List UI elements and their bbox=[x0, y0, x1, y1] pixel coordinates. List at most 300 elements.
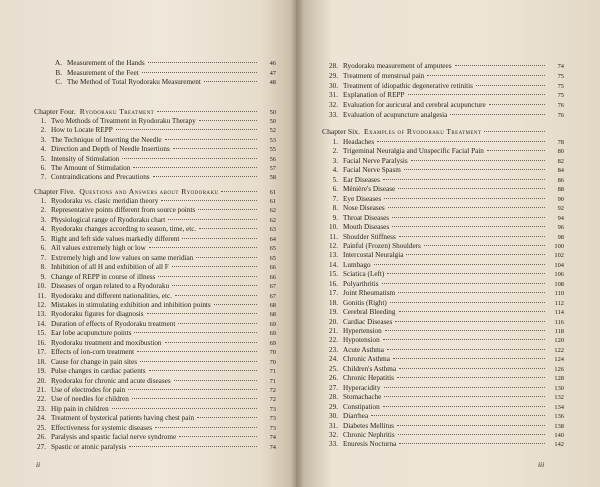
entry-title: Direction and Depth of Needle Insertions bbox=[51, 145, 170, 154]
entry-title: Use of electrodes for pain bbox=[51, 386, 126, 394]
entry-number: 13. bbox=[329, 251, 338, 260]
chapter-title: Ryodoraku Treatment bbox=[79, 107, 155, 116]
entry-title: Joint Rheumatism bbox=[343, 289, 396, 298]
entry-page: 80 bbox=[557, 148, 564, 156]
entry-number: 4. bbox=[40, 225, 46, 234]
entry-number: 17. bbox=[329, 289, 338, 298]
toc-entry bbox=[34, 216, 276, 225]
entry-number: 14. bbox=[37, 319, 46, 328]
entry-number: 6. bbox=[40, 164, 46, 172]
entry-page: 92 bbox=[557, 205, 564, 213]
toc-entry bbox=[326, 138, 564, 147]
entry-page: 64 bbox=[269, 235, 276, 243]
entry-title: Ear lobe acupuncture points bbox=[51, 329, 132, 338]
entry-title: Stomachache bbox=[343, 393, 382, 402]
entry-title: Right and left side values markedly different bbox=[51, 234, 180, 243]
entry-page: 116 bbox=[554, 318, 564, 326]
entry-page: 114 bbox=[554, 309, 564, 317]
entry-title: Throat Diseases bbox=[343, 213, 390, 222]
chapter-heading bbox=[34, 107, 276, 117]
toc-entry bbox=[326, 403, 564, 412]
entry-number: 3. bbox=[40, 215, 46, 224]
entry-title: Mistakes in stimulating exhibition and inhibition points bbox=[51, 300, 211, 309]
entry-page: 128 bbox=[554, 375, 564, 383]
toc-entry bbox=[326, 166, 564, 175]
entry-page: 65 bbox=[269, 254, 276, 262]
toc-entry bbox=[326, 270, 564, 279]
entry-number: 2. bbox=[40, 206, 46, 215]
dot-leader bbox=[390, 302, 545, 303]
entry-page: 120 bbox=[554, 337, 564, 345]
entry-number: 13. bbox=[37, 310, 46, 319]
entry-title: Treatment of menstrual pain bbox=[343, 71, 425, 80]
toc-entry bbox=[326, 233, 564, 242]
chapter-heading bbox=[34, 187, 276, 197]
entry-number: 31. bbox=[329, 421, 338, 430]
entry-page: 112 bbox=[554, 299, 564, 307]
entry-page: 142 bbox=[554, 441, 564, 449]
entry-title: Enuresis Nocturna bbox=[343, 440, 397, 449]
dot-leader bbox=[147, 313, 257, 314]
toc-entry bbox=[326, 431, 564, 440]
entry-page: 110 bbox=[554, 290, 564, 298]
entry-page: 62 bbox=[269, 207, 276, 215]
entry-page: 136 bbox=[554, 413, 564, 421]
dot-leader bbox=[398, 188, 545, 189]
entry-title: Change of REPP in course of illness bbox=[51, 272, 156, 281]
entry-title: Representative points different from source points bbox=[51, 206, 196, 215]
entry-page: 90 bbox=[557, 195, 564, 203]
dot-leader bbox=[128, 389, 257, 390]
entry-title: Trigeminal Neuralgia and Unspecific Facial Pain bbox=[343, 147, 484, 156]
entry-title: Chronic Asthma bbox=[343, 355, 390, 364]
toc-entry bbox=[326, 111, 564, 120]
entry-number: 21. bbox=[329, 327, 338, 335]
dot-leader bbox=[174, 380, 257, 381]
entry-page: 66 bbox=[269, 264, 276, 272]
entry-title: Eye Diseases bbox=[343, 194, 382, 203]
entry-title: Evaluation of acupuncture analgesia bbox=[343, 111, 448, 119]
dot-leader bbox=[382, 283, 545, 284]
dot-leader bbox=[395, 321, 545, 322]
entry-page: 100 bbox=[554, 242, 564, 250]
entry-title: How to Locate REPP bbox=[51, 126, 113, 135]
dot-leader bbox=[387, 349, 545, 350]
entry-title: The Amount of Stimulation bbox=[51, 164, 131, 172]
chapter-page: 50 bbox=[269, 109, 276, 116]
entry-number: 23. bbox=[329, 345, 338, 354]
entry-page: 69 bbox=[269, 320, 276, 328]
entry-number: 25. bbox=[37, 423, 46, 432]
entry-title: Hypotension bbox=[343, 336, 380, 345]
entry-title: Ryodoraku changes according to season, time, etc. bbox=[51, 225, 197, 234]
dot-leader bbox=[427, 75, 545, 76]
entry-page: 118 bbox=[554, 328, 564, 335]
entry-title: Use of needles for children bbox=[51, 395, 129, 404]
entry-number: 11. bbox=[329, 232, 338, 241]
toc-entry bbox=[34, 301, 276, 310]
entry-title: Contraindications and Precautions bbox=[51, 173, 150, 182]
entry-page: 84 bbox=[557, 167, 564, 175]
entry-number: 21. bbox=[37, 386, 46, 394]
dot-leader bbox=[161, 200, 257, 201]
toc-entry bbox=[326, 147, 564, 156]
dot-leader bbox=[134, 332, 257, 333]
dot-leader bbox=[165, 139, 257, 140]
dot-leader bbox=[197, 417, 257, 418]
toc-entry bbox=[34, 339, 276, 348]
dot-leader bbox=[196, 257, 257, 258]
entry-title: Inhibition of all H and exhibition of all F bbox=[51, 263, 169, 272]
entry-number: 12. bbox=[329, 241, 338, 250]
entry-number: 19. bbox=[329, 308, 338, 317]
entry-page: 78 bbox=[557, 139, 564, 146]
toc-entry bbox=[34, 273, 276, 282]
entry-page: 53 bbox=[269, 136, 276, 144]
entry-page: 69 bbox=[269, 339, 276, 347]
entry-page: 73 bbox=[269, 424, 276, 432]
entry-number: 20. bbox=[329, 317, 338, 326]
toc-entry bbox=[34, 424, 276, 433]
dot-leader bbox=[122, 158, 257, 159]
dot-leader bbox=[158, 276, 257, 277]
entry-title: Ear Diseases bbox=[343, 175, 380, 184]
entry-title: Physiological range of Ryodoraku chart bbox=[51, 215, 166, 224]
dot-leader bbox=[199, 228, 257, 229]
dot-leader bbox=[424, 245, 545, 246]
dot-leader bbox=[406, 254, 545, 255]
entry-title: Chronic Hepatitis bbox=[343, 374, 394, 383]
chapter-title: Questions and Answers about Ryodoraku bbox=[79, 187, 219, 196]
entry-number: 19. bbox=[37, 367, 46, 376]
entry-title: Measurement of the Feet bbox=[67, 68, 139, 77]
entry-title: Hyperacidity bbox=[343, 383, 381, 392]
toc-entry bbox=[326, 204, 564, 213]
dot-leader bbox=[411, 160, 545, 161]
dot-leader bbox=[404, 169, 545, 170]
dot-leader bbox=[398, 434, 545, 435]
entry-number: 29. bbox=[329, 71, 338, 80]
entry-number: 6. bbox=[40, 244, 46, 253]
entry-title: Hypertension bbox=[343, 327, 382, 335]
entry-page: 73 bbox=[269, 405, 276, 413]
dot-leader bbox=[399, 236, 545, 237]
left-page bbox=[0, 0, 296, 487]
toc-entry bbox=[34, 443, 276, 452]
entry-title: Polyarthritis bbox=[343, 279, 379, 288]
toc-entry bbox=[326, 82, 564, 91]
toc-entry bbox=[34, 414, 276, 423]
entry-title: Headaches bbox=[343, 138, 375, 146]
entry-title: Ménière's Disease bbox=[343, 185, 396, 194]
entry-title: Evaluation for auricural and cerebral acupuncture bbox=[343, 101, 486, 110]
entry-title: Hip pain in children bbox=[51, 404, 109, 413]
toc-entry bbox=[34, 117, 276, 126]
toc-entry bbox=[34, 310, 276, 319]
toc-entry bbox=[326, 72, 564, 81]
dot-leader bbox=[140, 361, 257, 362]
dot-leader bbox=[199, 120, 257, 121]
dot-leader bbox=[384, 387, 545, 388]
entry-title: Treatment of idiopathic degenerative retinitis bbox=[343, 81, 473, 90]
entry-number: 30. bbox=[329, 81, 338, 90]
entry-page: 74 bbox=[557, 63, 564, 70]
entry-number: 1. bbox=[40, 117, 46, 125]
entry-number: 8. bbox=[332, 204, 338, 213]
toc-entry bbox=[34, 254, 276, 263]
dot-leader bbox=[173, 148, 257, 149]
toc-entry bbox=[326, 384, 564, 393]
dot-leader bbox=[112, 408, 257, 409]
dot-leader bbox=[175, 295, 257, 296]
entry-number: A. bbox=[55, 59, 62, 67]
entry-number: 11. bbox=[37, 291, 46, 300]
entry-title: Effectiveness for systemic diseases bbox=[51, 423, 153, 432]
entry-number: 7. bbox=[332, 194, 338, 203]
dot-leader bbox=[198, 209, 257, 210]
entry-number: 3. bbox=[332, 156, 338, 165]
entry-number: 3. bbox=[40, 135, 46, 144]
entry-page: 75 bbox=[557, 72, 564, 80]
entry-title: Diseases of organ related to a Ryodoraku bbox=[51, 282, 170, 291]
entry-page: 76 bbox=[557, 112, 564, 119]
dot-leader bbox=[172, 285, 257, 286]
entry-page: 132 bbox=[554, 394, 564, 402]
dot-leader bbox=[165, 342, 257, 343]
entry-number: 16. bbox=[37, 338, 46, 347]
toc-entry bbox=[326, 280, 564, 289]
entry-number: 6. bbox=[332, 185, 338, 194]
toc-entry bbox=[34, 282, 276, 291]
dot-leader bbox=[374, 264, 545, 265]
entry-page: 56 bbox=[269, 155, 276, 163]
toc-entry bbox=[34, 225, 276, 234]
entry-title: Constipation bbox=[343, 402, 380, 411]
entry-number: 2. bbox=[40, 126, 46, 135]
entry-page: 140 bbox=[554, 431, 564, 439]
entry-number: 24. bbox=[329, 355, 338, 364]
chapter-number: Chapter Five. bbox=[34, 187, 76, 196]
chapter-number: Chapter Six. bbox=[322, 127, 360, 136]
dot-leader bbox=[399, 443, 545, 444]
entry-page: 82 bbox=[557, 157, 564, 165]
entry-page: 71 bbox=[269, 377, 276, 385]
dot-leader bbox=[132, 398, 257, 399]
toc-entry bbox=[34, 126, 276, 135]
dot-leader bbox=[398, 292, 545, 293]
entry-page: 96 bbox=[557, 224, 564, 232]
toc-entry bbox=[326, 195, 564, 204]
entry-number: 4. bbox=[332, 166, 338, 175]
entry-number: 5. bbox=[332, 175, 338, 184]
dot-leader bbox=[182, 238, 257, 239]
entry-page: 61 bbox=[269, 198, 276, 205]
toc-entry bbox=[326, 185, 564, 194]
dot-leader bbox=[168, 219, 257, 220]
dot-leader bbox=[484, 131, 545, 132]
dot-leader bbox=[149, 247, 257, 248]
entry-title: Ryodoraku vs. clasic meridian theory bbox=[51, 197, 159, 205]
dot-leader bbox=[392, 217, 545, 218]
dot-leader bbox=[383, 179, 545, 180]
dot-leader bbox=[384, 396, 545, 397]
entry-title: Facial Nerve Spasm bbox=[343, 166, 401, 175]
toc-entry bbox=[326, 412, 564, 421]
toc-entry bbox=[34, 263, 276, 272]
entry-number: 10. bbox=[329, 223, 338, 232]
entry-page: 75 bbox=[557, 82, 564, 90]
entry-number: 27. bbox=[329, 383, 338, 392]
entry-title: The Method of Total Ryodoraku Measurement bbox=[67, 78, 201, 87]
toc-entry bbox=[326, 318, 564, 327]
toc-entry bbox=[326, 422, 564, 431]
entry-page: 52 bbox=[269, 127, 276, 135]
entry-page: 66 bbox=[269, 273, 276, 281]
dot-leader bbox=[142, 72, 257, 73]
entry-page: 71 bbox=[269, 368, 276, 376]
toc-entry bbox=[34, 235, 276, 244]
entry-page: 63 bbox=[269, 226, 276, 234]
entry-number: 4. bbox=[40, 145, 46, 154]
toc-entry bbox=[34, 155, 276, 164]
entry-page: 50 bbox=[269, 118, 276, 125]
entry-page: 55 bbox=[269, 146, 276, 154]
entry-page: 70 bbox=[269, 358, 276, 366]
entry-title: Duration of effects of Ryodoraku treatment bbox=[51, 319, 176, 328]
entry-title: Ryodoraku measurement of amputees bbox=[343, 62, 452, 70]
entry-title: Cardiac Diseases bbox=[343, 317, 393, 326]
toc-entry bbox=[326, 365, 564, 374]
entry-title: Gonitis (Right) bbox=[343, 298, 387, 307]
entry-title: Lumbago bbox=[343, 260, 371, 269]
entry-title: Diabetes Mellitus bbox=[343, 421, 394, 430]
entry-number: 10. bbox=[37, 282, 46, 291]
toc-entry bbox=[326, 299, 564, 308]
toc-entry bbox=[326, 176, 564, 185]
entry-title: Acute Asthma bbox=[343, 345, 384, 354]
entry-number: 29. bbox=[329, 402, 338, 411]
entry-title: Explanation of REPP bbox=[343, 91, 405, 100]
entry-page: 47 bbox=[269, 69, 276, 77]
toc-entry bbox=[326, 91, 564, 100]
toc-entry bbox=[326, 289, 564, 298]
entry-page: 102 bbox=[554, 252, 564, 260]
toc-entry bbox=[326, 157, 564, 166]
entry-page: 58 bbox=[269, 174, 276, 182]
book-gutter bbox=[290, 0, 304, 487]
dot-leader bbox=[408, 94, 546, 95]
entry-number: 33. bbox=[329, 440, 338, 449]
entry-title: Effects of ion-corn treatment bbox=[51, 348, 135, 357]
page-number: iii bbox=[538, 460, 545, 469]
dot-leader bbox=[399, 368, 545, 369]
toc-entry bbox=[326, 223, 564, 232]
entry-title: All values extremely high or low bbox=[51, 244, 146, 253]
entry-page: 68 bbox=[269, 301, 276, 309]
entry-number: 14. bbox=[329, 260, 338, 269]
entry-number: 9. bbox=[332, 213, 338, 222]
entry-number: 1. bbox=[40, 197, 46, 205]
toc-entry bbox=[34, 173, 276, 182]
entry-page: 72 bbox=[269, 387, 276, 394]
toc-entry bbox=[34, 395, 276, 404]
entry-page: 74 bbox=[269, 443, 276, 451]
entry-number: 2. bbox=[332, 147, 338, 156]
dot-leader bbox=[179, 436, 257, 437]
entry-number: 18. bbox=[37, 357, 46, 366]
entry-title: Ryodoraku for chronic and acute diseases bbox=[51, 376, 171, 385]
entry-number: 31. bbox=[329, 91, 338, 100]
toc-entry bbox=[326, 327, 564, 336]
entry-title: Cause for change in pain sites bbox=[51, 357, 138, 366]
toc-entry bbox=[34, 320, 276, 329]
dot-leader bbox=[155, 427, 257, 428]
toc-entry bbox=[34, 145, 276, 154]
entry-number: 32. bbox=[329, 101, 338, 110]
toc-entry bbox=[34, 136, 276, 145]
dot-leader bbox=[133, 167, 257, 168]
entry-number: 5. bbox=[40, 154, 46, 163]
entry-page: 124 bbox=[554, 356, 564, 364]
entry-number: 28. bbox=[329, 393, 338, 402]
dot-leader bbox=[397, 425, 545, 426]
toc-entry bbox=[34, 377, 276, 386]
toc-entry bbox=[326, 242, 564, 251]
toc-entry bbox=[34, 367, 276, 376]
dot-leader bbox=[371, 415, 545, 416]
entry-number: 12. bbox=[37, 300, 46, 309]
entry-page: 57 bbox=[269, 165, 276, 172]
entry-page: 104 bbox=[554, 261, 564, 269]
entry-number: 7. bbox=[40, 253, 46, 262]
entry-title: Sciatica (Left) bbox=[343, 270, 385, 279]
entry-page: 76 bbox=[557, 102, 564, 110]
dot-leader bbox=[388, 207, 545, 208]
entry-page: 73 bbox=[269, 415, 276, 423]
dot-leader bbox=[487, 150, 545, 151]
dot-leader bbox=[385, 330, 545, 331]
dot-leader bbox=[149, 370, 257, 371]
entry-page: 67 bbox=[269, 283, 276, 291]
entry-number: 9. bbox=[40, 272, 46, 281]
entry-page: 74 bbox=[269, 434, 276, 442]
entry-number: 22. bbox=[329, 336, 338, 345]
entry-number: 15. bbox=[329, 270, 338, 279]
dot-leader bbox=[476, 85, 545, 86]
entry-page: 72 bbox=[269, 396, 276, 404]
page-number: ii bbox=[36, 460, 41, 469]
toc-entry bbox=[326, 336, 564, 345]
dot-leader bbox=[393, 358, 545, 359]
entry-page: 65 bbox=[269, 245, 276, 253]
entry-number: 7. bbox=[40, 173, 46, 182]
entry-page: 98 bbox=[557, 233, 564, 241]
entry-title: Intercostal Neuralgia bbox=[343, 251, 404, 260]
entry-page: 62 bbox=[269, 216, 276, 224]
dot-leader bbox=[399, 311, 546, 312]
entry-title: Facial Nerve Paralysis bbox=[343, 156, 408, 165]
toc-entry bbox=[34, 197, 276, 206]
dot-leader bbox=[383, 406, 545, 407]
entry-title: Ryodoraku and different nationalities, etc. bbox=[51, 291, 172, 300]
entry-page: 68 bbox=[269, 311, 276, 319]
entry-page: 106 bbox=[554, 271, 564, 279]
entry-number: 15. bbox=[37, 329, 46, 338]
entry-number: 16. bbox=[329, 279, 338, 288]
toc-entry bbox=[34, 386, 276, 395]
entry-page: 48 bbox=[269, 79, 276, 87]
entry-title: Ryodoraku treatment and moxibustion bbox=[51, 338, 162, 347]
